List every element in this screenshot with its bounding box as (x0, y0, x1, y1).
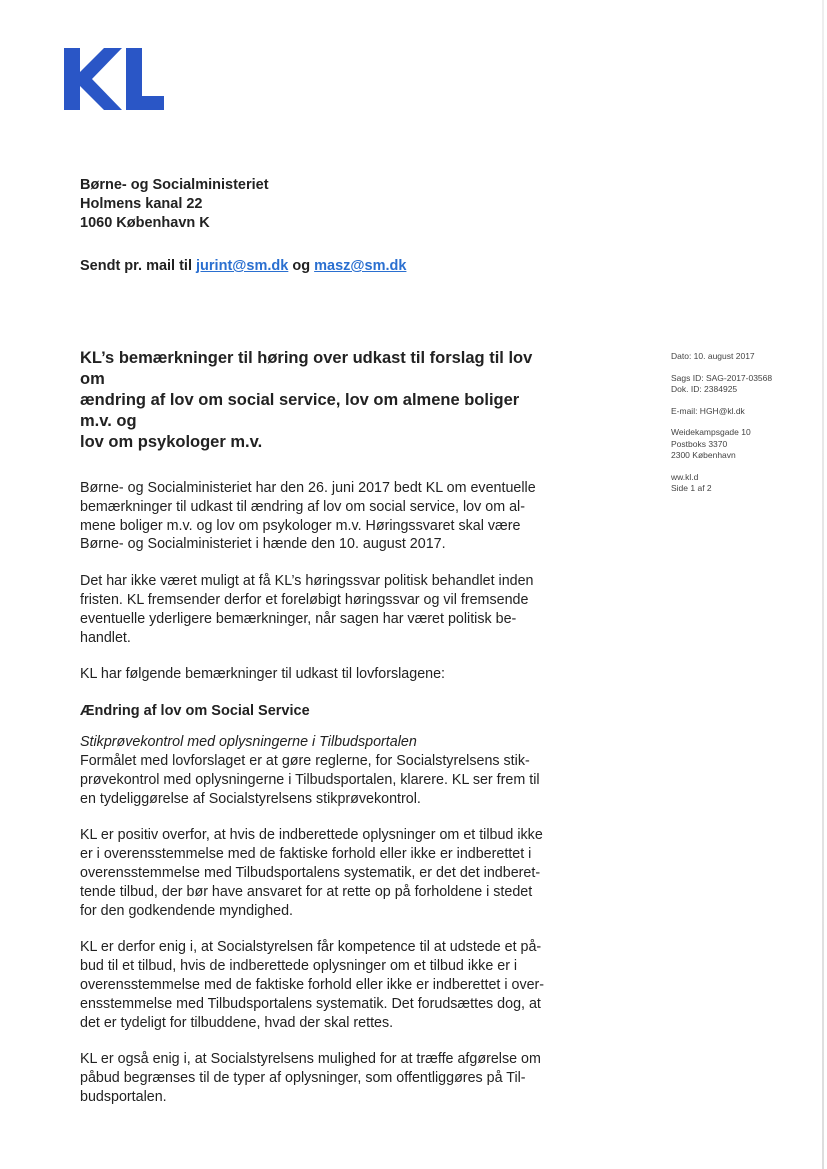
recipient-address (80, 176, 269, 233)
text-line: Det har ikke været muligt at få KL’s høringssvar politisk behandlet inden (80, 573, 534, 590)
meta-dok-id: Dok. ID: 2384925 (671, 384, 738, 394)
text-line: tende tilbud, der bør have ansvaret for at rette op på forholdene i stedet (80, 883, 533, 900)
text-line: en tydeliggørelse af Socialstyrelsens stikprøvekontrol. (80, 790, 421, 807)
paragraph-preliminary-response (80, 572, 554, 647)
text-line: påbud begrænses til de typer af oplysninger, som offentliggøres på Til- (80, 1070, 526, 1087)
text-line: bemærkninger til udkast til ændring af lov om social service, lov om al- (80, 498, 525, 515)
subsection-title: Stikprøvekontrol med oplysningerne i Tilbudsportalen (80, 734, 417, 751)
meta-sags-id: Sags ID: SAG-2017-03568 (671, 372, 773, 383)
meta-page-number: Side 1 af 2 (671, 483, 712, 493)
title-line: KL’s bemærkninger til høring over udkast til forslag til lov om (80, 349, 533, 388)
sent-by-mail-line (80, 258, 406, 274)
title-line: lov om psykologer m.v. (80, 433, 263, 451)
text-line: KL er positiv overfor, at hvis de indberettede oplysninger om et tilbud ikke (80, 827, 543, 844)
email-link-masz[interactable]: masz@sm.dk (314, 258, 407, 274)
text-line: Børne- og Socialministeriet har den 26. juni 2017 bedt KL om eventuelle (80, 480, 536, 496)
text-line: Formålet med lovforslaget er at gøre reglerne, for Socialstyrelsens stik- (80, 752, 530, 769)
sent-joiner: og (292, 258, 311, 274)
recipient-street: Holmens kanal 22 (80, 196, 203, 212)
meta-web: ww.kl.d (671, 471, 699, 482)
title-line: ændring af lov om social service, lov om almene boliger m.v. og (80, 391, 520, 430)
text-line: for den godkendende myndighed. (80, 902, 294, 919)
paragraph-agree-limitation (80, 1050, 554, 1106)
text-line: er i overensstemmelse med de faktiske forhold eller ikke er indberettet i (80, 846, 532, 863)
paragraph-spot-check (80, 733, 554, 808)
text-line: KL er også enig i, at Socialstyrelsens mulighed for at træffe afgørelse om (80, 1051, 541, 1068)
meta-email: E-mail: HGH@kl.dk (671, 405, 745, 416)
text-line: det er tydeligt for tilbuddene, hvad der skal rettes. (80, 1014, 394, 1031)
meta-address-city: 2300 København (671, 450, 736, 460)
paragraph-intro-remarks: KL har følgende bemærkninger til udkast til lovforslagene: (80, 666, 446, 683)
letter-body (80, 348, 554, 1125)
text-line: budsportalen. (80, 1088, 167, 1105)
scan-edge-shadow (822, 0, 824, 1169)
paragraph-agree-competence (80, 938, 554, 1032)
text-line: eventuelle yderligere bemærkninger, når sagen har været politisk be- (80, 610, 517, 627)
text-line: ensstemmelse med Tilbudsportalens systematik. Det forudsættes dog, at (80, 995, 541, 1012)
meta-date: Dato: 10. august 2017 (671, 351, 755, 361)
letter-title (80, 348, 554, 453)
text-line: overensstemmelse med Tilbudsportalens systematik, er det det indberet- (80, 864, 541, 881)
paragraph-hearing-request (80, 479, 554, 554)
meta-address-street: Weidekampsgade 10 (671, 427, 751, 437)
text-line: prøvekontrol med oplysningerne i Tilbudsportalen, klarere. KL ser frem til (80, 771, 540, 788)
sent-prefix: Sendt pr. mail til (80, 258, 192, 274)
kl-logo (64, 48, 164, 110)
email-link-jurint[interactable]: jurint@sm.dk (196, 258, 289, 274)
text-line: overensstemmelse med de faktiske forhold eller ikke er indberettet i over- (80, 976, 545, 993)
text-line: bud til et tilbud, hvis de indberettede oplysninger om et tilbud ikke er i (80, 958, 518, 975)
recipient-name: Børne- og Socialministeriet (80, 177, 269, 193)
section-heading: Ændring af lov om Social Service (80, 703, 310, 720)
meta-address-box: Postboks 3370 (671, 438, 728, 449)
paragraph-positive (80, 826, 554, 920)
text-line: handlet. (80, 629, 131, 646)
text-line: KL er derfor enig i, at Socialstyrelsen får kompetence til at udstede et på- (80, 939, 542, 956)
text-line: mene boliger m.v. og lov om psykologer m.v. Høringssvaret skal være (80, 517, 521, 534)
recipient-city: 1060 København K (80, 215, 210, 231)
document-metadata (671, 351, 772, 505)
text-line: Børne- og Socialministeriet i hænde den 10. august 2017. (80, 536, 446, 553)
text-line: fristen. KL fremsender derfor et foreløbigt høringssvar og vil fremsende (80, 591, 529, 608)
